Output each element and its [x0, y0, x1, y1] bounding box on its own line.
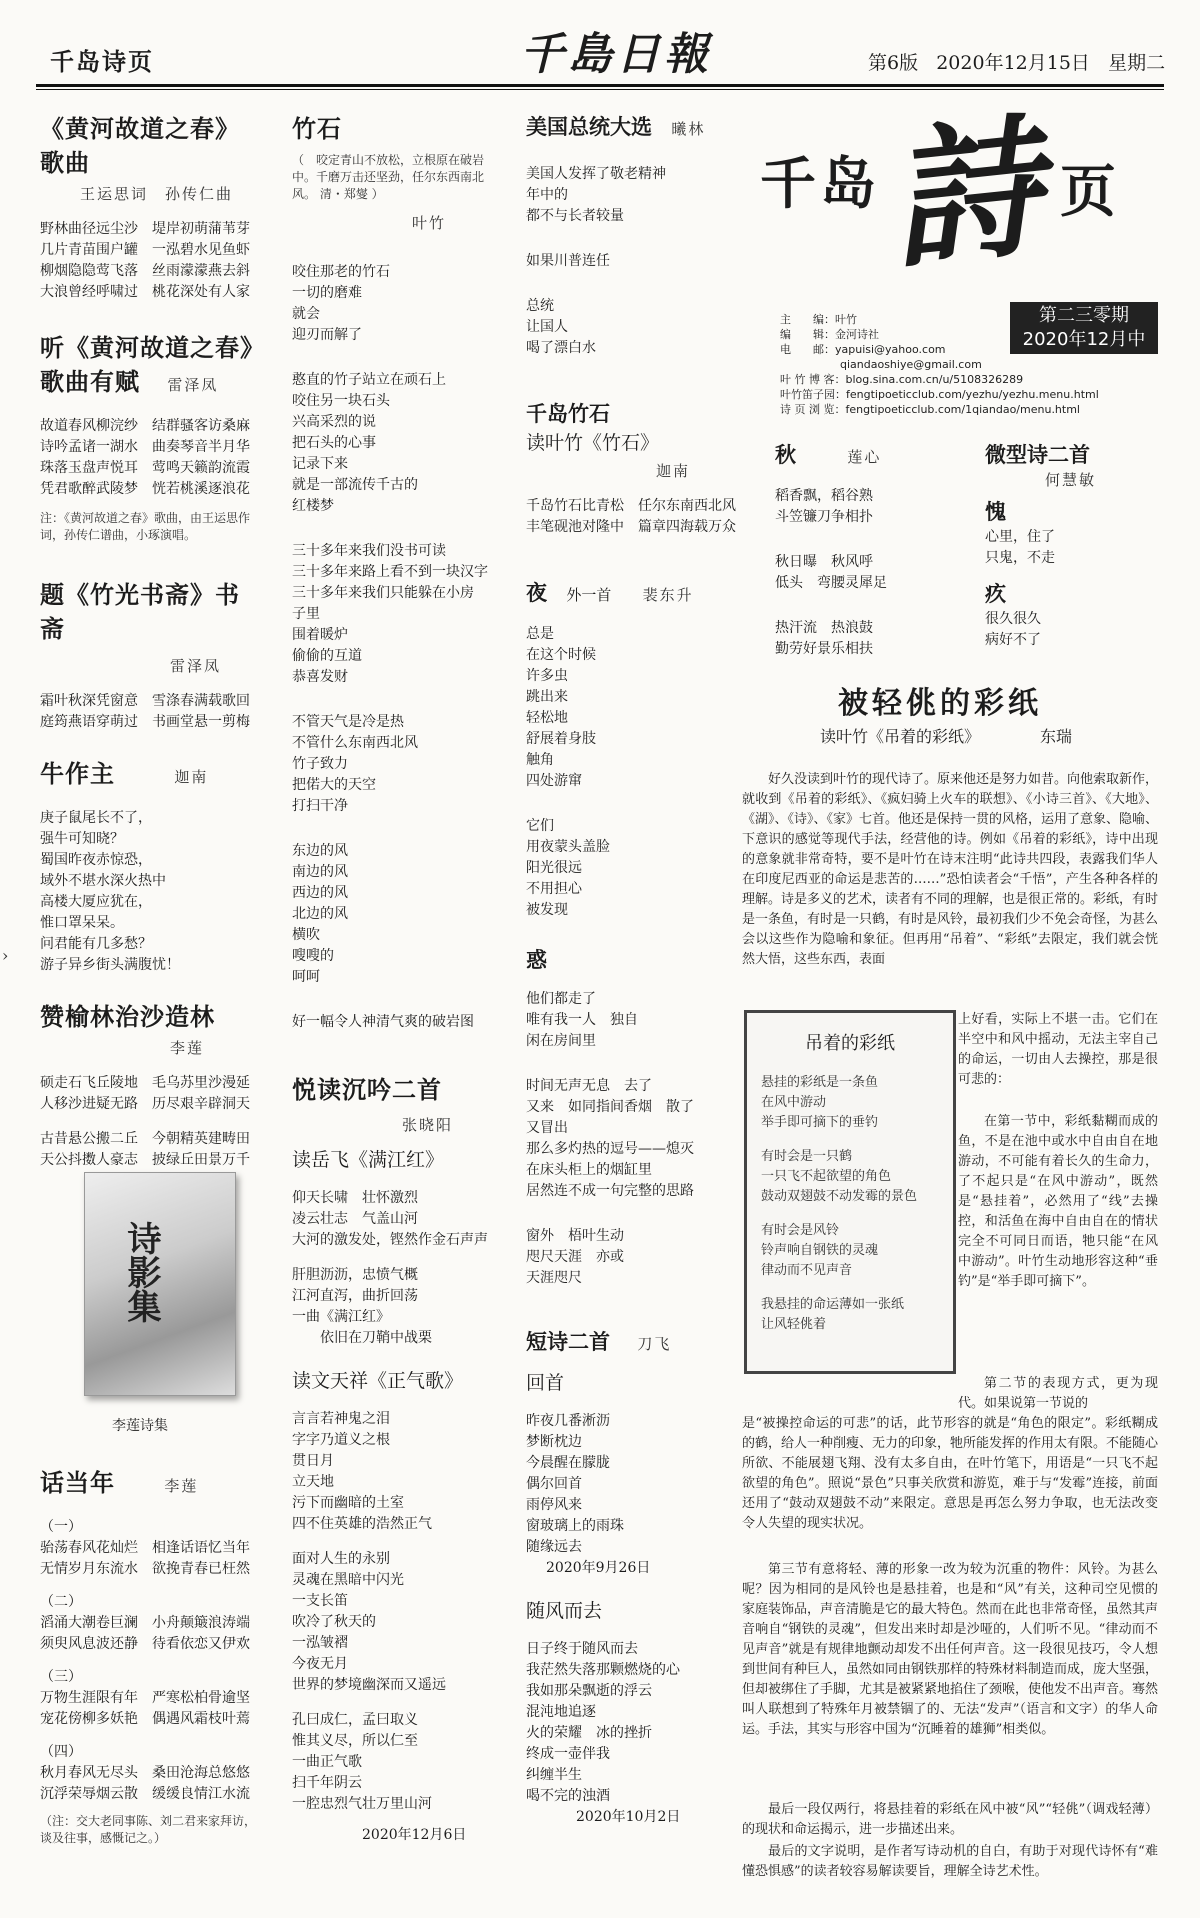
poem-line: 天涯咫尺	[526, 1270, 582, 1286]
poem-line: 一支长笛	[292, 1593, 348, 1609]
logo-part-ye: 页	[1060, 159, 1116, 225]
stanza	[292, 262, 507, 346]
huadang-note: （注：交大老同事陈、刘二君来家拜访，谈及往事，感慨记之。）	[40, 1814, 257, 1845]
poem-line: 一泓皱褶	[292, 1635, 348, 1651]
niu-lines	[40, 808, 260, 976]
poem-line: 庭筠燕语穿萌过 书画堂悬一剪梅	[40, 714, 250, 730]
song-credit: 王运思词 孙传仁曲	[80, 185, 234, 203]
wei-author: 何慧敏	[1045, 471, 1097, 489]
fu-author: 雷泽凤	[167, 376, 219, 394]
zhushi-epigraph: （ 咬定青山不放松，立根原在破岩中。千磨万击还坚劲，任尔东西南北风。 清・郑燮 ）	[292, 153, 485, 201]
poem-line: 人移沙进疑无路 历尽艰辛辟洞天	[40, 1096, 250, 1112]
review-paragraph: 第三节有意将轻、薄的形象一改为较为沉重的物件：风铃。为甚么呢？因为相同的是风铃也是悬挂着，也是和“风”有关，这种司空见惯的家庭装饰品，声音清脆是它的最大特色。然而在此也非常奇怪，虽然其声音响自“钢铁的灵魂”，但发出来时却是沙哑的，人们听不见。“律动而不见声音”就是有规律地颤动却发不出任何声音。这一段很见技巧，令人想到世间有种巨人，虽然如同由钢铁那样的特殊材料制造而成，庞大坚强，但却被绑住了手脚，尤其是被紧紧地掐住了颈喉，使他发不出声音。骞然叫人联想到了特殊年月被禁锢了的、无法“发声”（语言和文字）的华人命运。手法，其实与形容中国为“沉睡着的雄狮”相类似。	[742, 1562, 1159, 1737]
poem-line: 一腔忠烈气壮万里山河	[292, 1796, 432, 1812]
edition-info	[868, 48, 1165, 75]
poem-line: 悬挂的彩纸是一条鱼	[761, 1075, 879, 1090]
review-author: 东瑞	[1040, 727, 1073, 746]
poem-line: 鼓动双翅鼓不动发霉的景色	[761, 1189, 918, 1204]
poem-line: 只鬼，不走	[985, 550, 1055, 566]
stanza	[526, 624, 751, 792]
column-1	[40, 112, 265, 1171]
poem-line: 一切的磨难	[292, 285, 362, 301]
stanza	[292, 841, 507, 988]
review-paragraph: 上好看，实际上不堪一击。它们在半空中和风中摇动，无法主宰自己的命运，一切由人去操控，那是很可悲的：	[958, 1012, 1158, 1087]
poem-date: 2020年10月2日	[576, 1809, 681, 1825]
poem-line: 低头 弯腰灵犀足	[775, 575, 887, 591]
poem-line: 江河直泻，曲折回荡	[292, 1288, 418, 1304]
poem-line: 许多虫	[526, 668, 568, 684]
poem-line: 律动而不见声音	[761, 1263, 853, 1278]
shu-title: 题《竹光书斋》书斋	[40, 580, 240, 643]
poem-line: 举手即可摘下的垂钓	[761, 1115, 879, 1130]
poem-line: 一曲正气歌	[292, 1754, 362, 1770]
poem-line: 诗吟孟诸一湖水 曲奏琴音半月华	[40, 439, 250, 455]
qiu-poem	[775, 440, 955, 660]
fu-title-2: 歌曲有赋	[40, 367, 140, 396]
poem-line: 就是一部流传千古的	[292, 477, 418, 493]
poem-line: 跳出来	[526, 689, 568, 705]
huadang-author: 李莲	[164, 1477, 199, 1495]
poem-line: 在风中游动	[761, 1095, 827, 1110]
kui-title: 愧	[985, 499, 1006, 524]
poem-line: 让国人	[526, 319, 568, 335]
poem-line: 丰笔砚池对隆中 篇章四海载万众	[526, 519, 736, 535]
book-cover-title: 诗影集	[121, 1221, 161, 1323]
review-paragraph: 好久没读到叶竹的现代诗了。原来他还是努力如昔。向他索取新作，就收到《吊着的彩纸》、《疯妇骑上火车的联想》、《小诗三首》、《大地》、《湖》、《诗》、《家》七首。他还是保持一贯的风格，运用了意象、隐喻、下意识的感觉等现代手法，经营他的诗。例如《吊着的彩纸》，诗中出现的意象就非常奇特，要不是叶竹在诗末注明“此诗共四段，表露我们华人在印度尼西亚的命运是悲苦的……”恐怕读者会“千悟”，产生各种各样的理解。诗是多义的艺术，读者有不同的理解，也是很正常的。彩纸，有时是一条鱼，有时是一只鹤，有时是风铃，最初我们少不免会奇怪，为甚么会以这些作为隐喻和象征。但再用“吊着”、“彩纸”去限定，我们就会恍然大悟，这些东西，表面	[742, 772, 1159, 967]
poem-line: 一曲《满江红》	[292, 1309, 390, 1325]
review-paragraph: 是“被操控命运的可悲”的话，此节形容的就是“角色的限定”。彩纸糊成的鹤，给人一种削瘦、无力的印象，牠所能发挥的作用太有限。不能随心所欲、不能展翅飞翔、没有太多自由，在叶竹笔下，用语是“一只飞不起欲望的角色”。照说“景色”只事关欣赏和游览，难于与“发霉”连接，前面还用了“鼓动双翅鼓不动”来限定。意思是再怎么努力争取，也无法改变令人失望的现实状况。	[742, 1416, 1159, 1531]
poem-line: 东边的风	[292, 843, 348, 859]
poem-line: 四不住英雄的浩然正气	[292, 1516, 432, 1532]
poem-line: 梦断枕边	[526, 1434, 582, 1450]
huadang-section	[40, 1466, 260, 1847]
qd-title: 千岛竹石	[526, 401, 610, 426]
huadang-part	[40, 1592, 260, 1655]
header-rule	[36, 84, 1164, 87]
poem-line: 扫千年阴云	[292, 1775, 362, 1791]
qd-author: 迦南	[656, 462, 691, 480]
editorial-info	[780, 312, 1010, 372]
poem-line: 被发现	[526, 902, 568, 918]
logo-part-qiandao: 千岛	[760, 151, 880, 217]
poem-line: 宠花傍柳多妖艳 偶遇风霜枝叶蔫	[40, 1711, 250, 1727]
stanza	[775, 486, 955, 528]
poem-line: 古昔悬公搬二丘 今朝精英建畴田	[40, 1131, 250, 1147]
poem-line: 迎刃而解了	[292, 327, 362, 343]
review-title: 被轻佻的彩纸	[838, 686, 1042, 721]
poem-line: 子里	[292, 606, 320, 622]
poem-line: 总统	[526, 298, 554, 314]
stanza	[292, 712, 507, 817]
yulin-author: 李莲	[170, 1039, 205, 1057]
poem-line: 世界的梦境幽深而又遥远	[292, 1677, 446, 1693]
fu-note: 注：《黄河故道之春》歌曲，由王运思作词，孙传仁谱曲，小琢演唱。	[40, 511, 251, 542]
hui-title: 回首	[526, 1372, 565, 1394]
poem-line: 庚子鼠尾长不了，	[40, 810, 152, 826]
poem-line: 沉浮荣辱烟云散 缓缓良情江水流	[40, 1786, 250, 1802]
poem-line: 终成一壶伴我	[526, 1746, 610, 1762]
poem-line: 高楼大厦应犹在，	[40, 894, 152, 910]
poem-line: 他们都走了	[526, 991, 596, 1007]
poem-line: 在床头柜上的烟缸里	[526, 1162, 652, 1178]
poem-line: 我茫然失落那颗燃烧的心	[526, 1662, 680, 1678]
meta-line: 编 辑：金河诗社	[780, 328, 879, 341]
poem-line: 铃声响自钢铁的灵魂	[761, 1243, 879, 1258]
meta-line: 电 邮：yapuisi@yahoo.com	[780, 343, 946, 356]
review-paragraph: 最后一段仅两行，将悬挂着的彩纸在风中被“风”“轻佻”（调戏轻薄）的现状和命运揭示，进一步描述出来。	[742, 1802, 1158, 1837]
stanza	[292, 1549, 507, 1696]
poetry-page-logo	[760, 98, 1160, 300]
poem-line: 居然连不成一句完整的思路	[526, 1183, 694, 1199]
poem-line: 有时会是风铃	[761, 1223, 840, 1238]
poem-line: 惟其义尽，所以仁至	[292, 1733, 418, 1749]
poem-line: 立天地	[292, 1474, 334, 1490]
weekday: 星期二	[1108, 52, 1166, 74]
poem-line: 把偌大的天空	[292, 777, 376, 793]
yuedu-title: 悦读沉吟二首	[292, 1075, 442, 1104]
poem-line: 纠缠半生	[526, 1767, 582, 1783]
poem-line: 横吹	[292, 927, 320, 943]
poem-line: 很久很久	[985, 611, 1041, 627]
poem-line: 那么多灼热的逗号——熄灭	[526, 1141, 694, 1157]
poem-line: 万物生涯限有年 严寒松柏骨逾坚	[40, 1690, 250, 1706]
poem-line: 吹冷了秋天的	[292, 1614, 376, 1630]
poem-line: 美国人发挥了敬老精神	[526, 166, 666, 182]
poem-line: 不用担心	[526, 881, 582, 897]
huadang-title-line	[40, 1466, 260, 1503]
poem-line: 闲在房间里	[526, 1033, 596, 1049]
poem-line: 滔涌大潮卷巨澜 小舟颠簸浪涛端	[40, 1615, 250, 1631]
poem-line: 西边的风	[292, 885, 348, 901]
poem-line: 轻松地	[526, 710, 568, 726]
huadang-part	[40, 1667, 260, 1730]
poem-line: 蜀国昨夜赤惊恐，	[40, 852, 152, 868]
poem-line: 游子异乡街头满腹忧！	[40, 957, 180, 973]
sui-title: 随风而去	[526, 1600, 603, 1622]
fold-marker-icon: ›	[2, 946, 9, 965]
poem-line: 故道春风柳浣纱 结群骚客访桑麻	[40, 418, 250, 434]
poem-line: 呵呵	[292, 969, 320, 985]
poem-line: 让风轻佻着	[761, 1317, 827, 1332]
us-title-line	[526, 112, 751, 144]
poem-line: 强牛可知晓？	[40, 831, 124, 847]
poem-line: 野林曲径远尘沙 堤岸初萌蒲苇芽	[40, 221, 250, 237]
stanza	[985, 609, 1160, 651]
poem-line: 依旧在刀鞘中战栗	[320, 1330, 432, 1346]
part-number: （二）	[40, 1594, 82, 1610]
poem-line: 舒展着身肢	[526, 731, 596, 747]
yuedu-author: 张晓阳	[402, 1116, 454, 1134]
poem-line: 随缘远去	[526, 1539, 582, 1555]
song-title: 《黄河故道之春》歌曲	[40, 114, 240, 177]
edition: 第6版	[868, 52, 919, 74]
column-3	[526, 112, 751, 1828]
us-author: 曦林	[671, 120, 706, 138]
stanza	[526, 164, 751, 227]
part-number: （一）	[40, 1519, 82, 1535]
shu-lines	[40, 691, 260, 733]
us-title: 美国总统大选	[526, 114, 652, 139]
poem-line: 无情岁月东流水 欲挽青春已枉然	[40, 1561, 250, 1577]
poem-line: 污下而幽暗的土室	[292, 1495, 404, 1511]
wen-title: 读文天祥《正气歌》	[292, 1370, 464, 1392]
poem-line: 南边的风	[292, 864, 348, 880]
poem-line: 我悬挂的命运薄如一张纸	[761, 1297, 905, 1312]
poem-line: 秋日曝 秋风呼	[775, 554, 873, 570]
poem-line: 面对人生的永别	[292, 1551, 390, 1567]
poem-line: 唯有我一人 独自	[526, 1012, 638, 1028]
stanza	[526, 816, 751, 921]
yulin-title: 赞榆林治沙造林	[40, 1002, 215, 1031]
link-line[interactable]: 叶 竹 博 客：blog.sina.com.cn/u/5108326289	[780, 373, 1024, 386]
logo-part-shi: 詩	[881, 98, 1049, 290]
poem-line: 窗外 梧叶生动	[526, 1228, 624, 1244]
poem-line: 稻香飘，稻谷熟	[775, 488, 873, 504]
poem-line: 凭君歌醉武陵梦 恍若桃溪逐浪花	[40, 481, 250, 497]
poem-line: 兴高采烈的说	[292, 414, 376, 430]
poem-line: 日子终于随风而去	[526, 1641, 638, 1657]
stanza	[292, 370, 507, 517]
poem-line: 都不与长者较量	[526, 208, 624, 224]
poem-line: 病好不了	[985, 632, 1041, 648]
issue-number: 第二三零期	[1039, 305, 1129, 326]
niu-title: 牛作主	[40, 759, 115, 788]
ye-title: 夜	[526, 580, 547, 605]
qiu-title-line	[775, 440, 955, 472]
poem-line: 千岛竹石比青松 任尔东南西北风	[526, 498, 736, 514]
poem-line: 竹子致力	[292, 756, 348, 772]
poem-line: 雨停风来	[526, 1497, 582, 1513]
poem-line: 打扫干净	[292, 798, 348, 814]
poem-line: 火的荣耀 冰的挫折	[526, 1725, 652, 1741]
poem-line: 偶尔回首	[526, 1476, 582, 1492]
poem-line: 霜叶秋深凭窗意 雪涤春满载歌回	[40, 693, 250, 709]
poem-line: 时间无声无息 去了	[526, 1078, 652, 1094]
fu-lines	[40, 416, 260, 500]
poem-date: 2020年12月6日	[362, 1827, 467, 1843]
song-lines	[40, 219, 260, 303]
poem-line: 就会	[292, 306, 320, 322]
zhushi-title: 竹石	[292, 114, 342, 143]
gan-title: 惑	[526, 947, 547, 972]
huadang-part	[40, 1517, 260, 1580]
poem-line: 憨直的竹子站立在顽石上	[292, 372, 446, 388]
stanza	[775, 552, 955, 594]
poem-line: 围着暖炉	[292, 627, 348, 643]
stanza	[775, 618, 955, 660]
book-caption: 李莲诗集	[112, 1418, 168, 1434]
poem-line: 记录下来	[292, 456, 348, 472]
poem-line: 咬住另一块石头	[292, 393, 390, 409]
poem-line: 秋月春风无尽头 桑田沧海总悠悠	[40, 1765, 250, 1781]
huadang-title: 话当年	[40, 1468, 115, 1497]
stanza	[526, 296, 751, 359]
poem-line: 孔曰成仁，孟曰取义	[292, 1712, 418, 1728]
poem-line: 三十多年来我们只能躲在小房	[292, 585, 474, 601]
poem-line: 热汗流 热浪鼓	[775, 620, 873, 636]
stanza	[526, 1076, 751, 1202]
stanza	[526, 1639, 751, 1807]
short-title-line	[526, 1327, 751, 1359]
poem-line: 混沌地追逐	[526, 1704, 596, 1720]
fu-title-1: 听《黄河故道之春》	[40, 333, 265, 362]
issue-badge	[1010, 302, 1158, 354]
stanza	[526, 496, 751, 538]
jiu-title: 疚	[985, 581, 1006, 606]
link-line[interactable]: 诗 页 浏 览：fengtipoeticclub.com/1qiandao/menu.html	[780, 403, 1080, 416]
yulin-lines	[40, 1073, 260, 1171]
header-rule-thin	[36, 89, 1164, 90]
poem-line: 触角	[526, 752, 554, 768]
poem-line: 骀荡春风花灿烂 相逢话语忆当年	[40, 1540, 250, 1556]
yue-title: 读岳飞《满江红》	[292, 1149, 445, 1171]
poem-line: 一只飞不起欲望的角色	[761, 1169, 892, 1184]
poem-line: 嗖嗖的	[292, 948, 334, 964]
poem-line: 北边的风	[292, 906, 348, 922]
stanza	[292, 1710, 507, 1815]
poem-line: 今晨醒在朦胧	[526, 1455, 610, 1471]
poem-line: 又冒出	[526, 1120, 568, 1136]
poem-line: 窗玻璃上的雨珠	[526, 1518, 624, 1534]
poem-line: 言言若神鬼之泪	[292, 1411, 390, 1427]
poem-line: 昨夜几番淅沥	[526, 1413, 610, 1429]
poem-line: 问君能有几多愁？	[40, 936, 152, 952]
poem-line: 三十多年来路上看不到一块汉字	[292, 564, 488, 580]
stanza	[985, 527, 1160, 569]
poem-line: 咬住那老的竹石	[292, 264, 390, 280]
part-number: （四）	[40, 1744, 82, 1760]
qiu-title: 秋	[775, 442, 796, 467]
micro-poems	[985, 440, 1160, 651]
poem-line: 珠落玉盘声悦耳 莺鸣天籁韵流霞	[40, 460, 250, 476]
review-paragraph: 最后的文字说明，是作者写诗动机的自白，有助于对现代诗怀有“难懂恐惧感”的读者较容易解读要旨，理解全诗艺术性。	[742, 1844, 1158, 1879]
poem-line: 红楼梦	[292, 498, 334, 514]
poem-line: 喝不完的浊酒	[526, 1788, 610, 1804]
short-title: 短诗二首	[526, 1329, 610, 1354]
poem-line: 年中的	[526, 187, 568, 203]
boxed-poem-title: 吊着的彩纸	[805, 1033, 895, 1054]
book-cover-image	[84, 1172, 236, 1396]
poem-line: 心里，住了	[985, 529, 1055, 545]
column-2	[292, 112, 507, 1846]
stanza	[292, 541, 507, 688]
review-paragraph: 第二节的表现方式，更为现代。如果说第一节说的	[958, 1376, 1158, 1411]
issue-date: 2020年12月15日	[936, 52, 1090, 74]
poem-line: 又来 如同指间香烟 散了	[526, 1099, 694, 1115]
poem-line: 天公抖擞人豪志 披绿丘田景万千	[40, 1152, 250, 1168]
niu-author: 迦南	[174, 768, 209, 786]
shu-author: 雷泽凤	[170, 657, 222, 675]
poem-line: 恭喜发财	[292, 669, 348, 685]
link-line[interactable]: 叶竹笛子园：fengtipoeticclub.com/yezhu/yezhu.menu.html	[780, 388, 1099, 401]
poem-line: 柳烟隐隐莺飞落 丝雨濛濛燕去斜	[40, 263, 250, 279]
qd-sub: 读叶竹《竹石》	[526, 432, 660, 454]
poem-line: 如果川普连任	[526, 253, 610, 269]
poem-line: 域外不堪水深火热中	[40, 873, 166, 889]
poem-date: 2020年9月26日	[546, 1560, 651, 1576]
ye-sub: 外一首	[566, 586, 612, 604]
qiu-author: 莲心	[847, 448, 882, 466]
poem-line: 肝胆沥沥，忠愤气概	[292, 1267, 418, 1283]
web-links	[780, 372, 1160, 417]
poem-line: 好一幅令人神清气爽的破岩图	[292, 1014, 474, 1030]
newspaper-logo: 千島日報	[520, 29, 712, 80]
poem-line: 咫尺天涯 亦或	[526, 1249, 624, 1265]
poem-line: 它们	[526, 818, 554, 834]
poem-line: 字字乃道义之根	[292, 1432, 390, 1448]
issue-month: 2020年12月中	[1022, 329, 1146, 350]
poem-line: 偷偷的互道	[292, 648, 362, 664]
ye-title-line	[526, 578, 751, 610]
poem-line: 惟口罩呆呆。	[40, 915, 124, 931]
poem-line: 喝了漂白水	[526, 340, 596, 356]
stanza	[526, 1226, 751, 1289]
poem-line: 须臾风息波还静 待看依恋又伊欢	[40, 1636, 250, 1652]
fu-title-line-2	[40, 365, 260, 402]
poem-line: 仰天长啸 壮怀激烈	[292, 1190, 418, 1206]
poem-line: 用夜蒙头盖脸	[526, 839, 610, 855]
poem-line: 大河的激发处，铿然作金石声声	[292, 1232, 488, 1248]
boxed-poem	[744, 1010, 956, 1374]
poem-line: 三十多年来我们没书可读	[292, 543, 446, 559]
part-number: （三）	[40, 1669, 82, 1685]
stanza	[526, 1411, 751, 1558]
wei-title: 微型诗二首	[985, 442, 1090, 467]
stanza	[292, 1409, 507, 1535]
niu-title-line	[40, 757, 260, 794]
poem-line: 凌云壮志 气盖山河	[292, 1211, 418, 1227]
huadang-part	[40, 1742, 260, 1805]
stanza	[292, 1265, 507, 1349]
poem-line: 不管天气是冷是热	[292, 714, 404, 730]
poem-line: 勤劳好景乐相扶	[775, 641, 873, 657]
poem-line: 硕走石飞丘陵地 毛乌苏里沙漫延	[40, 1075, 250, 1091]
meta-line: qiandaoshiye@gmail.com	[840, 358, 982, 371]
review-paragraph: 在第一节中，彩纸黏糊而成的鱼，不是在池中或水中自由自在地游动，不可能有着长久的生命力，了不起只是“在风中游动”，既然是“悬挂着”，必然用了“线”去操控，和活鱼在海中自由自在的情状完全不可同日而语，牠只能“在风中游动”。叶竹生动地形容这种“垂钓”是“举手即可摘下”。	[958, 1114, 1158, 1289]
poem-line: 阳光很远	[526, 860, 582, 876]
poem-line: 灵魂在黑暗中闪光	[292, 1572, 404, 1588]
section-title: 千岛诗页	[50, 48, 154, 76]
ye-author: 裴东升	[642, 586, 694, 604]
boxed-poem-lines	[747, 1055, 953, 1335]
poem-line: 大浪曾经呼啸过 桃花深处有人家	[40, 284, 250, 300]
stanza	[526, 989, 751, 1052]
meta-line: 主 编：叶竹	[780, 313, 857, 326]
poem-line: 把石头的心事	[292, 435, 376, 451]
poem-line: 有时会是一只鹤	[761, 1149, 853, 1164]
poem-line: 不管什么东南西北风	[292, 735, 418, 751]
poem-line: 四处游窜	[526, 773, 582, 789]
poem-line: 总是	[526, 626, 554, 642]
review-subtitle: 读叶竹《吊着的彩纸》	[820, 727, 981, 746]
zhushi-author: 叶竹	[412, 214, 447, 232]
poem-line: 斗笠镰刀争相扑	[775, 509, 873, 525]
short-author: 刀飞	[637, 1335, 672, 1353]
stanza	[526, 251, 751, 272]
stanza	[292, 1188, 507, 1251]
poem-line: 贯日月	[292, 1453, 334, 1469]
stanza	[292, 1012, 507, 1033]
poem-line: 几片青苗围户罐 一泓碧水见鱼虾	[40, 242, 250, 258]
poem-line: 在这个时候	[526, 647, 596, 663]
poem-line: 我如那朵飘逝的浮云	[526, 1683, 652, 1699]
poem-line: 今夜无月	[292, 1656, 348, 1672]
